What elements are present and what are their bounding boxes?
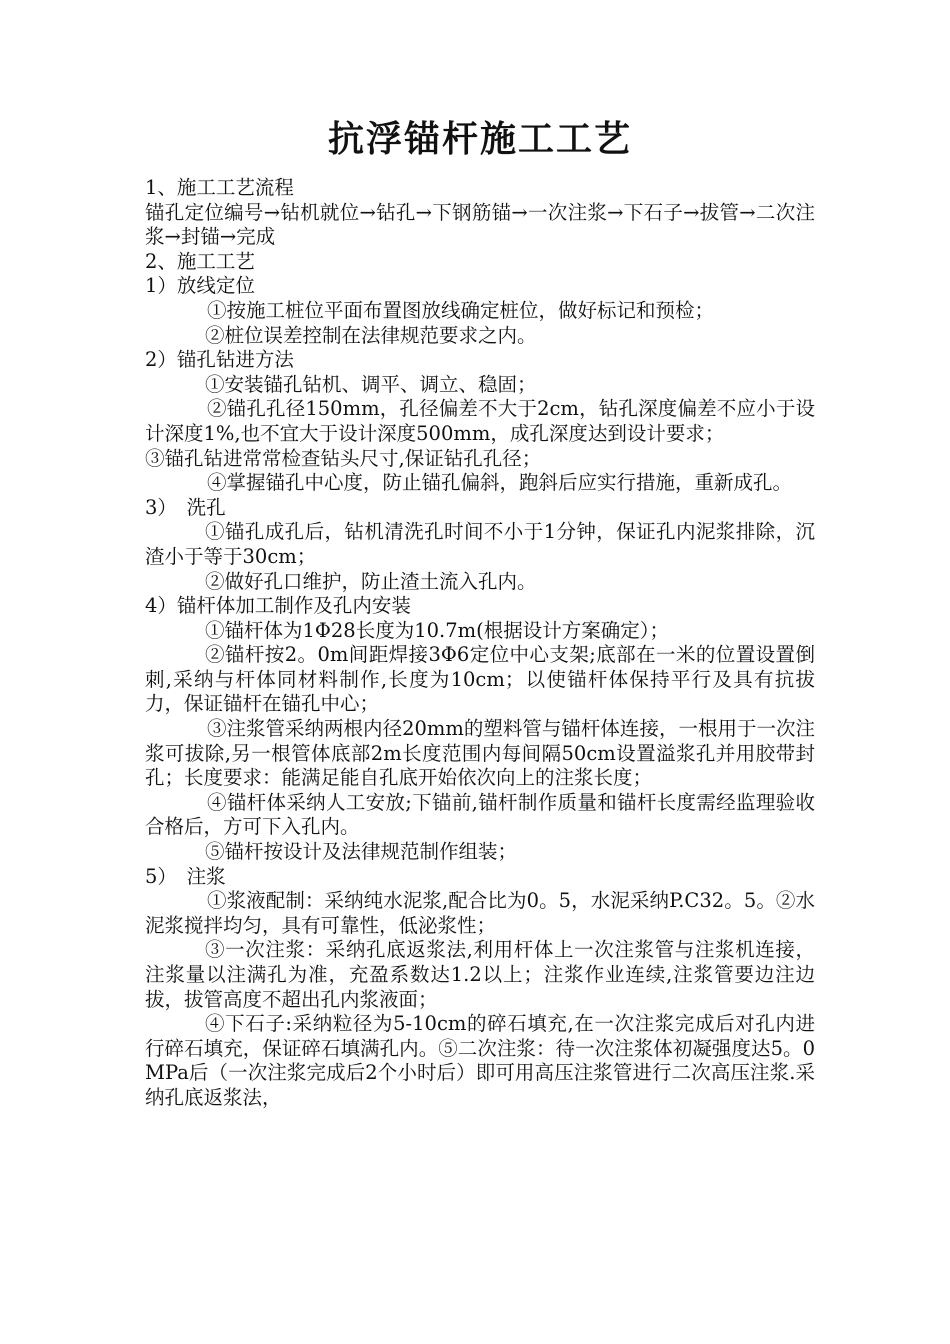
paragraph: ②做好孔口维护，防止渣土流入孔内。 [205, 569, 537, 593]
paragraph: ③一次注浆：采纳孔底返浆法,利用杆体上一次注浆管与注浆机连接，注浆量以注满孔为准，充盈系数达1.2以上；注浆作业连续,注浆管要边注边拔，拔管高度不超出孔内浆液面； [145, 938, 815, 1011]
paragraph: ②桩位误差控制在法律规范要求之内。 [205, 323, 537, 347]
paragraph: ③锚孔钻进常常检查钻头尺寸,保证钻孔孔径； [145, 446, 542, 470]
paragraph: 2）锚孔钻进方法 [145, 348, 294, 372]
paragraph: ②锚孔孔径150mm，孔径偏差不大于2cm，钻孔深度偏差不应小于设计深度1%,也不宜大于设计深度500mm，成孔深度达到设计要求； [145, 397, 815, 445]
title-wrap [145, 118, 815, 176]
document-body [145, 176, 815, 1111]
paragraph: ⑤锚杆按设计及法律规范制作组装； [205, 840, 518, 864]
document-page [145, 118, 815, 1111]
paragraph: 1）放线定位 [145, 274, 255, 298]
paragraph: ④掌握锚孔中心度，防止锚孔偏斜，跑斜后应实行措施，重新成孔。 [207, 471, 793, 495]
paragraph: 1、施工工艺流程 [145, 176, 294, 199]
paragraph: 3） 洗孔 [145, 495, 226, 519]
paragraph: 锚孔定位编号→钻机就位→钻孔→下钢筋锚→一次注浆→下石子→拔管→二次注浆→封锚→完成 [145, 200, 815, 249]
paragraph: ③注浆管采纳两根内径20mm的塑料管与锚杆体连接，一根用于一次注浆可拔除,另一根管体底部2m长度范围内每间隔50cm设置溢浆孔并用胶带封孔；长度要求：能满足能自孔底开始依次向上的注浆长度； [145, 717, 815, 790]
paragraph: ①浆液配制：采纳纯水泥浆,配合比为0。5，水泥采纳P.C32。5。②水泥浆搅拌均匀，具有可靠性，低泌浆性； [145, 889, 815, 937]
paragraph: ①按施工桩位平面布置图放线确定桩位，做好标记和预检； [207, 298, 715, 322]
paragraph: ④下石子:采纳粒径为5-10cm的碎石填充,在一次注浆完成后对孔内进行碎石填充，保证碎石填满孔内。⑤二次注浆：待一次注浆体初凝强度达5。0MPa后（一次注浆完成后2个小时后）即可用高压注浆管进行二次高压注浆.采纳孔底返浆法， [145, 1012, 815, 1109]
paragraph: 4）锚杆体加工制作及孔内安装 [145, 594, 411, 618]
paragraph: ①安装锚孔钻机、调平、调立、稳固； [205, 372, 537, 396]
paragraph: 5） 注浆 [145, 864, 226, 888]
paragraph: ②锚杆按2。0m间距焊接3Φ6定位中心支架;底部在一米的位置设置倒刺,采纳与杆体同材料制作,长度为10cm；以使锚杆体保持平行及具有抗拔力，保证锚杆在锚孔中心； [145, 643, 815, 716]
paragraph: 2、施工工艺 [145, 249, 255, 273]
document-title: 抗浮锚杆施工工艺 [327, 119, 632, 160]
paragraph: ①锚孔成孔后，钻机清洗孔时间不小于1分钟，保证孔内泥浆排除，沉渣小于等于30cm； [145, 520, 815, 568]
paragraph: ④锚杆体采纳人工安放;下锚前,锚杆制作质量和锚杆长度需经监理验收合格后，方可下入孔内。 [145, 790, 815, 839]
paragraph: ①锚杆体为1Φ28长度为10.7m(根据设计方案确定）； [205, 618, 669, 642]
